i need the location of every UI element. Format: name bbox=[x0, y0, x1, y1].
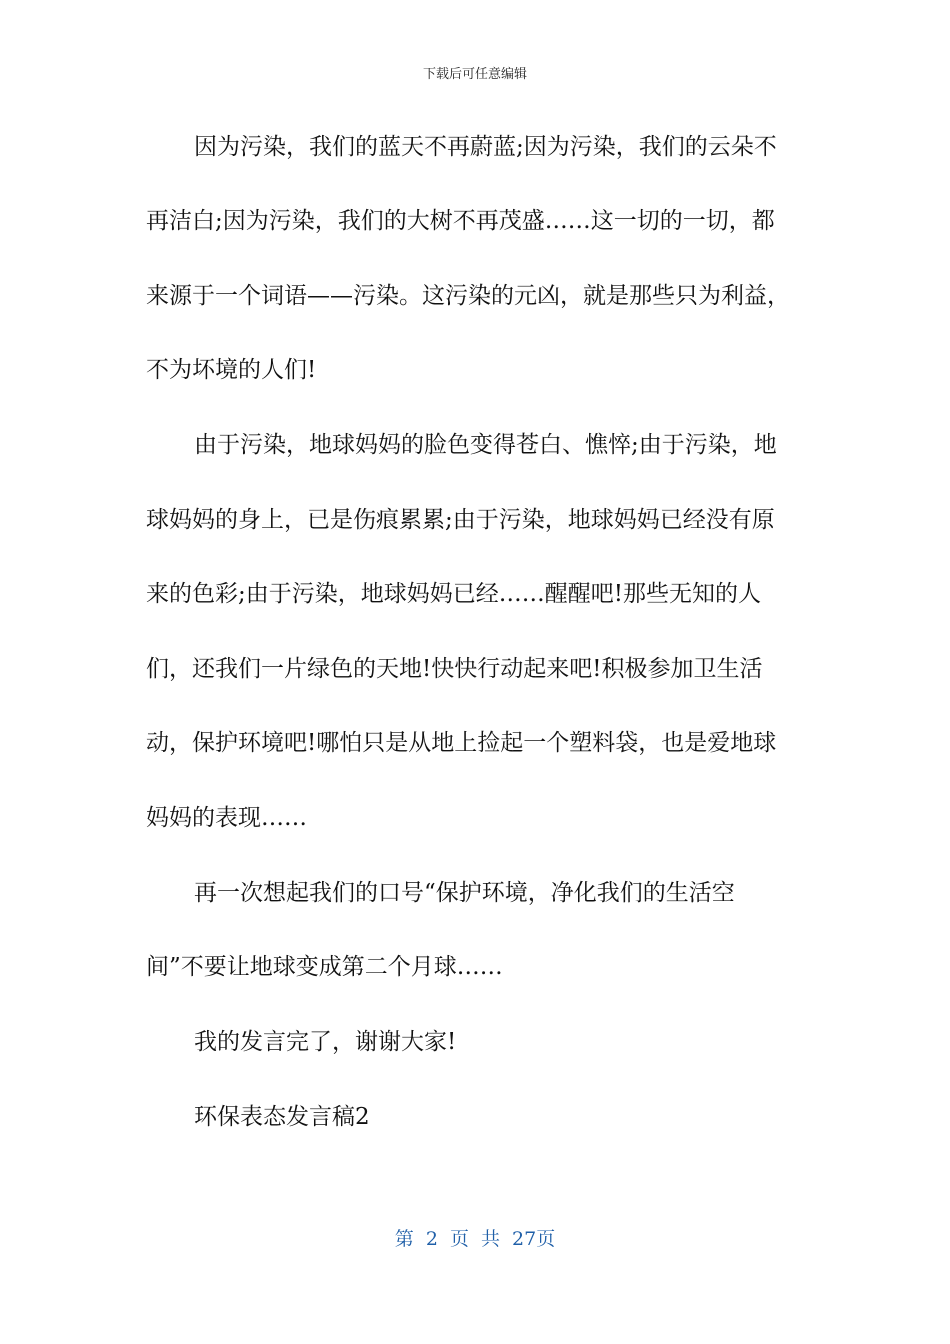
paragraph-line: 再一次想起我们的口号“保护环境，净化我们的生活空 bbox=[194, 880, 735, 906]
paragraph-line: 我的发言完了，谢谢大家! bbox=[194, 1029, 457, 1055]
paragraph-line: 球妈妈的身上，已是伤痕累累;由于污染，地球妈妈已经没有原 bbox=[146, 507, 775, 533]
paragraph-line: 们，还我们一片绿色的天地!快快行动起来吧!积极参加卫生活 bbox=[146, 656, 763, 682]
page-header: 下载后可任意编辑 bbox=[422, 67, 527, 82]
paragraph-line: 不为坏境的人们! bbox=[146, 357, 317, 383]
section-heading: 环保表态发言稿2 bbox=[194, 1104, 370, 1130]
paragraph-line: 因为污染，我们的蓝天不再蔚蓝;因为污染，我们的云朵不 bbox=[194, 134, 777, 160]
paragraph-line: 来的色彩;由于污染，地球妈妈已经……醒醒吧!那些无知的人 bbox=[146, 581, 761, 607]
paragraph-line: 间”不要让地球变成第二个月球…… bbox=[146, 954, 503, 980]
paragraph-line: 由于污染，地球妈妈的脸色变得苍白、憔悴;由于污染，地 bbox=[194, 432, 777, 458]
paragraph-line: 再洁白;因为污染，我们的大树不再茂盛……这一切的一切，都 bbox=[146, 208, 775, 234]
paragraph-line: 妈妈的表现…… bbox=[146, 805, 307, 831]
page-number: 第 2 页 共 27页 bbox=[394, 1228, 556, 1250]
paragraph-line: 动，保护环境吧!哪怕只是从地上捡起一个塑料袋，也是爱地球 bbox=[146, 730, 777, 756]
paragraph-line: 来源于一个词语——污染。这污染的元凶，就是那些只为利益， bbox=[146, 283, 790, 309]
